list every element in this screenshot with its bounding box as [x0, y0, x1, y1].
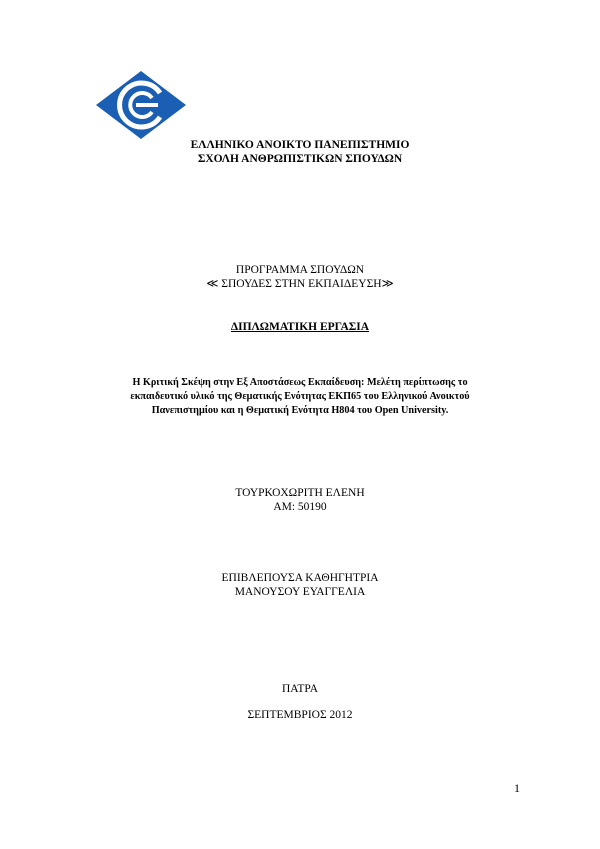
author-name: ΤΟΥΡΚΟΧΩΡΙΤΗ ΕΛΕΝΗ	[235, 487, 365, 499]
supervisor-name: ΜΑΝΟΥΣΟΥ ΕΥΑΓΓΕΛΙΑ	[234, 586, 366, 598]
thesis-title-line: εκπαιδευτικό υλικό της Θεματικής Ενότητας ΕΚΠ65 του Ελληνικού Ανοικτού	[130, 391, 470, 402]
university-header	[0, 138, 600, 166]
program-label: ΠΡΟΓΡΑΜΜΑ ΣΠΟΥΔΩΝ	[235, 264, 365, 276]
thesis-title-line: Πανεπιστημίου και η Θεματική Ενότητα Η804 του Open University.	[151, 405, 449, 416]
program-block	[0, 263, 600, 291]
supervisor-role: ΕΠΙΒΛΕΠΟΥΣΑ ΚΑΘΗΓΗΤΡΙΑ	[221, 572, 379, 584]
university-name: ΕΛΛΗΝΙΚΟ ΑΝΟΙΚΤΟ ΠΑΝΕΠΙΣΤΗΜΙΟ	[190, 139, 410, 151]
author-block	[0, 486, 600, 514]
program-name: ≪ ΣΠΟΥΔΕΣ ΣΤΗΝ ΕΚΠΑΙΔΕΥΣΗ≫	[206, 278, 394, 290]
supervisor-block	[0, 571, 600, 599]
date: ΣΕΠΤΕΜΒΡΙΟΣ 2012	[247, 709, 353, 721]
university-logo-icon	[96, 71, 186, 139]
page-number: 1	[514, 781, 520, 795]
school-name: ΣΧΟΛΗ ΑΝΘΡΩΠΙΣΤΙΚΩΝ ΣΠΟΥΔΩΝ	[197, 153, 403, 165]
thesis-title	[90, 376, 510, 418]
thesis-type: ΔΙΠΛΩΜΑΤΙΚΗ ΕΡΓΑΣΙΑ	[230, 321, 370, 333]
thesis-title-line: Η Κριτική Σκέψη στην Εξ Αποστάσεως Εκπαίδευση: Μελέτη περίπτωσης το	[132, 377, 468, 388]
city: ΠΑΤΡΑ	[281, 683, 319, 695]
author-id: ΑΜ: 50190	[273, 501, 327, 513]
